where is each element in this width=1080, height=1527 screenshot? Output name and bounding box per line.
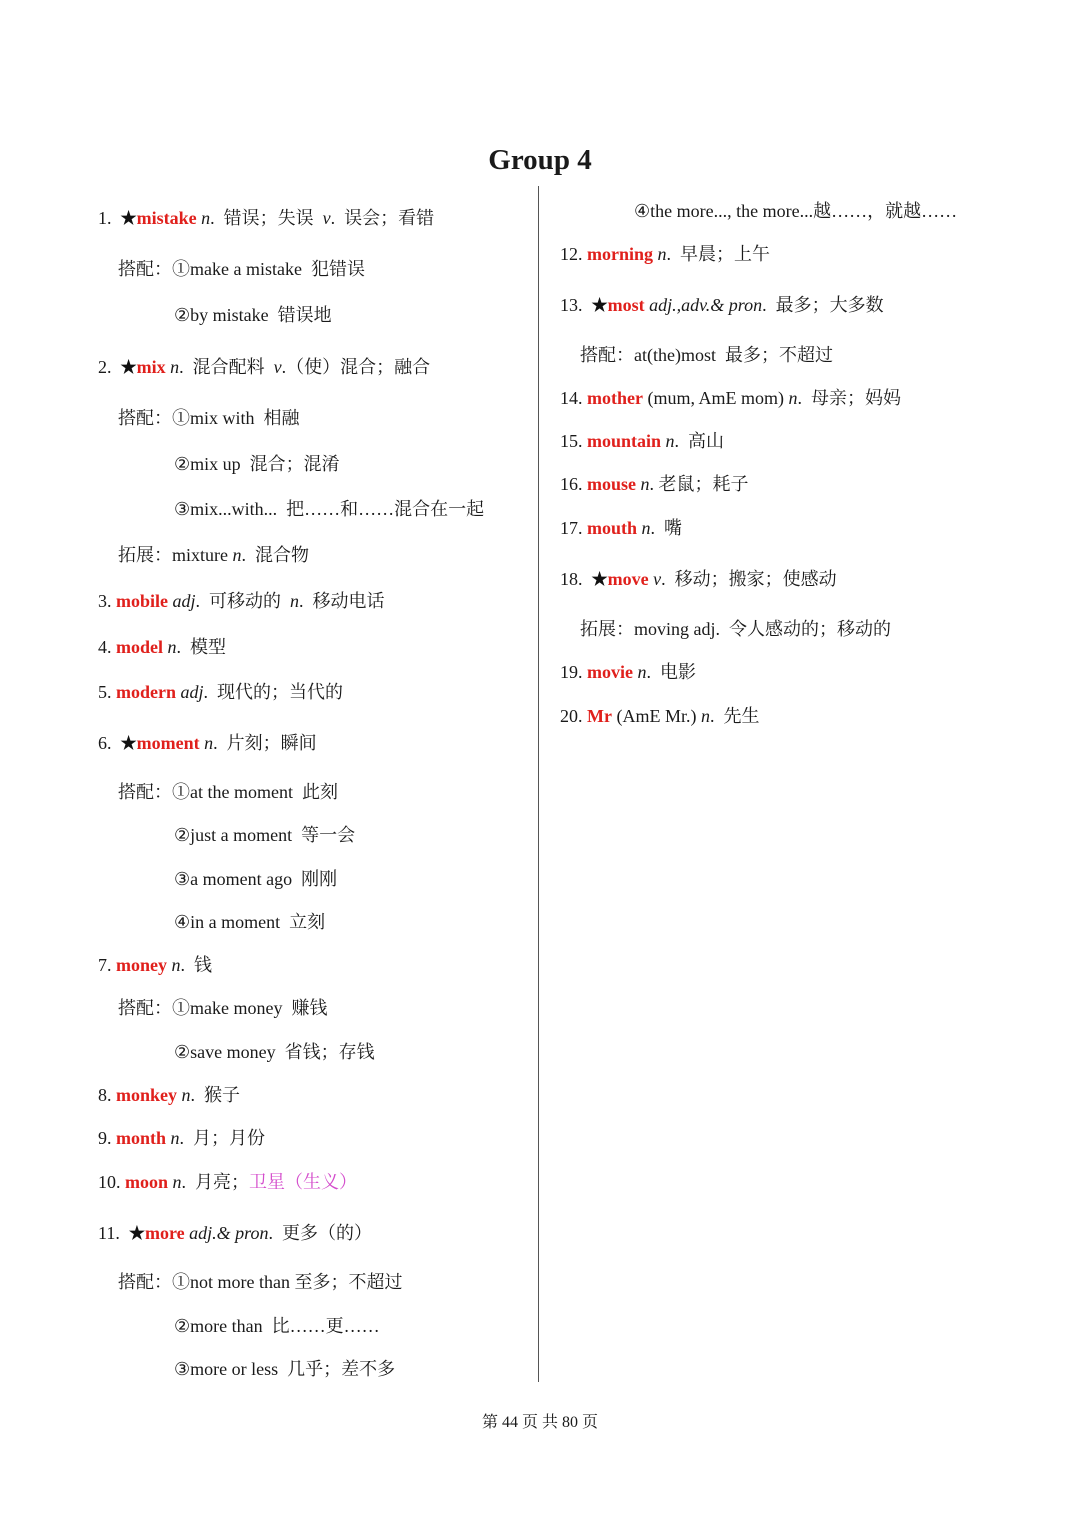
entry-number: 11.: [98, 1223, 120, 1243]
entry-1: [98, 206, 434, 230]
collocation-row: [174, 823, 355, 847]
headword: mobile: [116, 591, 168, 611]
part-of-speech: n: [640, 474, 650, 494]
entry-20: [560, 704, 759, 728]
entry-9: [98, 1126, 265, 1150]
pos-dot: .: [179, 1128, 185, 1148]
entry-number: 5.: [98, 682, 112, 702]
part-of-speech: n: [170, 357, 180, 377]
part-of-speech: v: [273, 357, 282, 377]
collocation-meaning: 立刻: [289, 912, 326, 932]
part-of-speech: v: [322, 208, 331, 228]
headword: movie: [587, 662, 633, 682]
star-icon: ★: [591, 569, 608, 589]
collocation: ②save money: [174, 1042, 276, 1062]
entry-6: [98, 731, 317, 755]
collocation-label: 搭配：: [118, 1272, 172, 1292]
definition: 移动电话: [312, 591, 385, 611]
extension-meaning: 令人感动的；移动的: [729, 619, 892, 639]
entry-number: 20.: [560, 706, 583, 726]
collocation: ②more than: [174, 1316, 263, 1336]
definition: 嘴: [664, 518, 683, 538]
entry-19: [560, 660, 696, 684]
collocation-row: [174, 497, 484, 521]
collocation: ④in a moment: [174, 912, 281, 932]
entry-number: 4.: [98, 637, 112, 657]
part-of-speech: n: [201, 208, 211, 228]
entry-18: [560, 567, 837, 591]
pos-dot: .: [715, 619, 721, 639]
entry-10: [98, 1170, 357, 1194]
collocation-row: [118, 257, 365, 281]
part-of-speech: n: [665, 431, 675, 451]
pos-dot: .: [241, 545, 246, 565]
part-of-speech: adj: [693, 619, 716, 639]
entry-4: [98, 635, 226, 659]
collocation-meaning: 省钱；存钱: [284, 1042, 375, 1062]
part-of-speech: n: [657, 244, 667, 264]
collocation: ②by mistake: [174, 305, 269, 325]
collocation-row: [174, 910, 325, 934]
pos-dot: .: [179, 357, 184, 377]
variant-note: (AmE Mr.): [616, 706, 697, 726]
collocation-row: [174, 452, 340, 476]
entry-number: 15.: [560, 431, 583, 451]
pos-dot: .: [330, 208, 336, 228]
definition: 错误；失误: [223, 208, 314, 228]
collocation-row: [118, 996, 327, 1020]
collocation-row: [174, 1314, 380, 1338]
collocation: ①mix with: [172, 408, 255, 428]
headword: mouse: [587, 474, 636, 494]
entry-number: 16.: [560, 474, 583, 494]
entry-14: [560, 386, 901, 410]
variant-note: (mum, AmE mom): [647, 388, 784, 408]
headword: moment: [136, 733, 200, 753]
entry-13: [560, 293, 884, 317]
collocation-row: [118, 406, 300, 430]
headword: mouth: [587, 518, 638, 538]
definition: 电影: [659, 662, 696, 682]
pos-dot: .: [649, 474, 654, 494]
entry-2: [98, 355, 430, 379]
entry-number: 6.: [98, 733, 112, 753]
pos-dot: .: [203, 682, 209, 702]
entry-number: 7.: [98, 955, 112, 975]
star-icon: ★: [120, 208, 137, 228]
column-divider: [538, 186, 539, 1382]
part-of-speech: adj: [172, 591, 196, 611]
collocation-label: 搭配：: [580, 345, 634, 365]
definition: 混合配料: [192, 357, 265, 377]
definition: 早晨；上午: [680, 244, 771, 264]
headword: mountain: [587, 431, 662, 451]
pos-dot: .: [281, 357, 287, 377]
collocation-meaning: 此刻: [301, 782, 338, 802]
collocation-meaning: 犯错误: [310, 259, 365, 279]
collocation: ③a moment ago: [174, 869, 293, 889]
extension-word: moving: [634, 619, 690, 639]
definition: 模型: [190, 637, 226, 657]
entry-number: 19.: [560, 662, 583, 682]
part-of-speech: n: [700, 706, 710, 726]
part-of-speech: n: [171, 955, 181, 975]
collocation-label: 搭配：: [118, 259, 172, 279]
entry-17: [560, 516, 682, 540]
collocation-row: [174, 303, 332, 327]
part-of-speech: adj.,adv.& pron: [649, 295, 763, 315]
collocation-row: [174, 867, 337, 891]
headword: mix: [136, 357, 166, 377]
entry-number: 10.: [98, 1172, 121, 1192]
pos-dot: .: [666, 244, 672, 264]
definition: 老鼠；耗子: [658, 474, 749, 494]
pos-dot: .: [797, 388, 802, 408]
part-of-speech: n: [232, 545, 242, 565]
collocation: ③more or less: [174, 1359, 279, 1379]
definition: 更多（的）: [281, 1223, 372, 1243]
definition: 移动；搬家；使感动: [674, 569, 837, 589]
collocation-row: [118, 1270, 402, 1294]
collocation: ①make money: [172, 998, 283, 1018]
headword: modern: [116, 682, 176, 702]
collocation-meaning: 混合；混淆: [249, 454, 340, 474]
collocation-label: 搭配：: [118, 998, 172, 1018]
definition: 可移动的: [209, 591, 282, 611]
collocation-label: 搭配：: [118, 782, 172, 802]
pos-dot: .: [210, 208, 215, 228]
definition: 片刻；瞬间: [226, 733, 317, 753]
entry-number: 2.: [98, 357, 112, 377]
entry-number: 18.: [560, 569, 583, 589]
collocation-row: [580, 343, 833, 367]
headword: money: [116, 955, 167, 975]
pos-dot: .: [268, 1223, 273, 1243]
entry-8: [98, 1083, 240, 1107]
entry-number: 1.: [98, 208, 112, 228]
collocation-meaning: 等一会: [301, 825, 356, 845]
collocation: ①at the moment: [172, 782, 293, 802]
entry-3: [98, 589, 385, 613]
headword: mistake: [136, 208, 197, 228]
collocation-meaning: 最多；不超过: [724, 345, 833, 365]
pos-dot: .: [176, 637, 181, 657]
pos-dot: .: [646, 662, 651, 682]
part-of-speech: n: [170, 1128, 180, 1148]
definition: 先生: [723, 706, 760, 726]
headword: moon: [125, 1172, 169, 1192]
collocation: ④the more..., the more...: [634, 201, 814, 221]
entry-number: 14.: [560, 388, 583, 408]
part-of-speech: n: [788, 388, 798, 408]
pos-dot: .: [650, 518, 656, 538]
part-of-speech: n: [637, 662, 647, 682]
part-of-speech: adj: [180, 682, 204, 702]
definition: 月；月份: [193, 1128, 266, 1148]
pos-dot: .: [299, 591, 304, 611]
extended-meaning: 卫星（生义）: [249, 1172, 358, 1192]
headword: monkey: [116, 1085, 178, 1105]
definition: 误会；看错: [344, 208, 435, 228]
collocation: ①not more than: [172, 1272, 290, 1292]
page-footer: 第 44 页 共 80 页: [481, 1414, 598, 1431]
part-of-speech: n: [204, 733, 214, 753]
collocation-meaning: 几乎；差不多: [287, 1359, 396, 1379]
collocation-row: [174, 1040, 375, 1064]
definition: 现代的；当代的: [217, 682, 344, 702]
entry-number: 8.: [98, 1085, 112, 1105]
part-of-speech: n: [181, 1085, 191, 1105]
headword: mother: [587, 388, 643, 408]
collocation-meaning: 刚刚: [301, 869, 338, 889]
pos-dot: .: [181, 1172, 187, 1192]
collocation-meaning: 越……，就越……: [813, 201, 958, 221]
headword: model: [116, 637, 163, 657]
pos-dot: .: [213, 733, 218, 753]
star-icon: ★: [120, 357, 137, 377]
star-icon: ★: [120, 733, 137, 753]
entry-number: 9.: [98, 1128, 112, 1148]
collocation-label: 搭配：: [118, 408, 172, 428]
extension-meaning: 混合物: [255, 545, 309, 565]
page-title: Group 4: [488, 144, 592, 176]
pos-dot: .: [709, 706, 715, 726]
definition: 最多；大多数: [775, 295, 884, 315]
collocation: ③mix...with...: [174, 499, 278, 519]
part-of-speech: n: [641, 518, 651, 538]
pos-dot: .: [195, 591, 201, 611]
pos-dot: .: [762, 295, 767, 315]
collocation-row: [634, 199, 957, 223]
definition: 钱: [194, 955, 212, 975]
collocation: ②just a moment: [174, 825, 293, 845]
extension-word: mixture: [172, 545, 228, 565]
entry-number: 12.: [560, 244, 583, 264]
collocation-meaning: 相融: [263, 408, 300, 428]
entry-16: [560, 472, 749, 496]
headword: move: [607, 569, 649, 589]
pos-dot: .: [190, 1085, 196, 1105]
collocation: at(the)most: [634, 345, 716, 365]
collocation: ①make a mistake: [172, 259, 302, 279]
part-of-speech: n: [290, 591, 300, 611]
definition: 高山: [688, 431, 725, 451]
entry-number: 17.: [560, 518, 583, 538]
headword: morning: [587, 244, 654, 264]
collocation-meaning: 比……更……: [271, 1316, 380, 1336]
definition: 月亮；: [195, 1172, 250, 1192]
extension-row: [118, 543, 309, 567]
pos-dot: .: [674, 431, 680, 451]
entry-12: [560, 242, 770, 266]
headword: Mr: [587, 706, 612, 726]
headword: more: [144, 1223, 185, 1243]
entry-15: [560, 429, 724, 453]
collocation-meaning: 错误地: [277, 305, 332, 325]
collocation-meaning: 至多；不超过: [294, 1272, 403, 1292]
collocation-meaning: 赚钱: [291, 998, 328, 1018]
part-of-speech: adj.& pron: [189, 1223, 269, 1243]
part-of-speech: n: [167, 637, 177, 657]
entry-11: [98, 1221, 372, 1245]
definition: 母亲；妈妈: [810, 388, 901, 408]
part-of-speech: n: [172, 1172, 182, 1192]
collocation: ②mix up: [174, 454, 241, 474]
entry-number: 13.: [560, 295, 583, 315]
extension-label: 拓展：: [118, 545, 172, 565]
definition: （使）混合；融合: [286, 357, 431, 377]
pos-dot: .: [180, 955, 185, 975]
entry-number: 3.: [98, 591, 112, 611]
headword: most: [607, 295, 645, 315]
entry-7: [98, 953, 212, 977]
extension-label: 拓展：: [580, 619, 634, 639]
star-icon: ★: [591, 295, 608, 315]
pos-dot: .: [661, 569, 666, 589]
definition: 猴子: [204, 1085, 241, 1105]
collocation-meaning: 把……和……混合在一起: [286, 499, 485, 519]
star-icon: ★: [128, 1223, 145, 1243]
part-of-speech: v: [653, 569, 662, 589]
collocation-row: [118, 780, 338, 804]
collocation-row: [174, 1357, 395, 1381]
extension-row: [580, 617, 891, 641]
headword: month: [116, 1128, 167, 1148]
entry-5: [98, 680, 343, 704]
